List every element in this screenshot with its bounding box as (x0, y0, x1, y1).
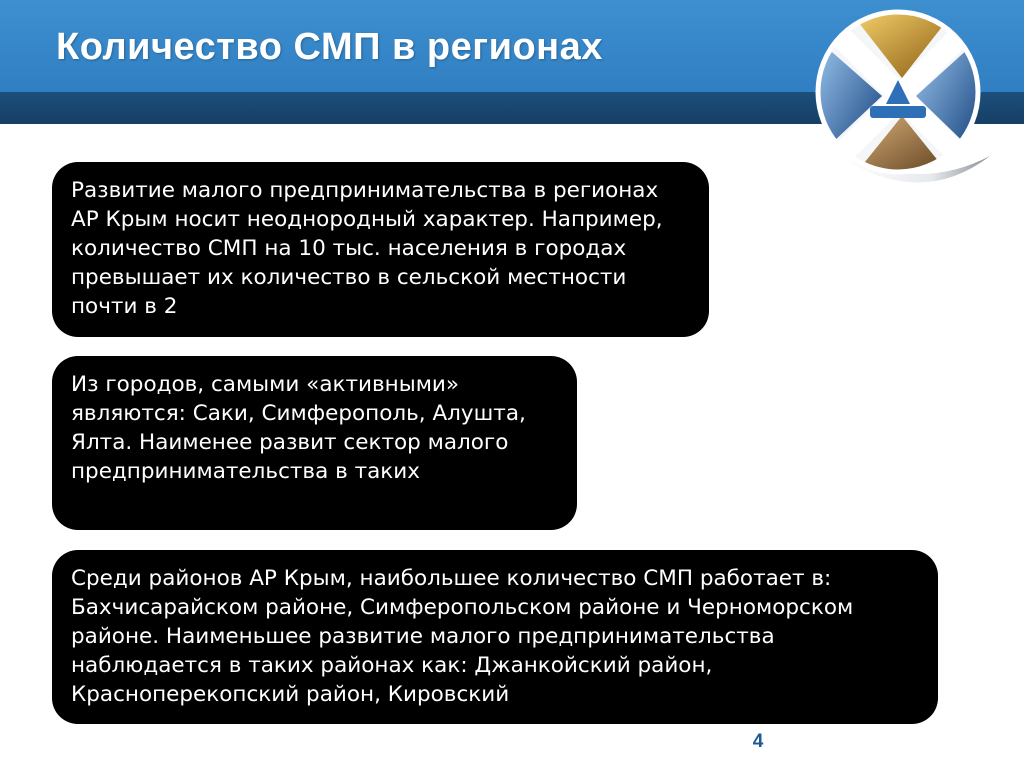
page-number: 4 (752, 731, 764, 752)
info-box-text: Среди районов АР Крым, наибольшее количество СМП работает в: Бахчисарайском районе, Симферопольском районе и Черноморском районе. Наименьшее развитие малого предпринимательства наблюдается в таких районах как: Джанкойский район, Красноперекопский район, Кировский (71, 566, 854, 707)
info-box-active-cities (52, 356, 577, 530)
info-box-text: Из городов, самыми «активными» являются: Саки, Симферополь, Алушта, Ялта. Наименее развит сектор малого предпринимательства в таких (71, 372, 526, 484)
info-box-text: Развитие малого предпринимательства в регионах АР Крым носит неоднородный характер. Например, количество СМП на 10 тыс. населения в городах превышает их количество в сельской местности почти в 2 (71, 178, 663, 319)
info-box-districts (52, 550, 938, 724)
optimum-center-logo-icon (812, 8, 1012, 198)
page-title: Количество СМП в регионах (56, 26, 603, 68)
info-box-city-vs-rural (52, 162, 709, 337)
